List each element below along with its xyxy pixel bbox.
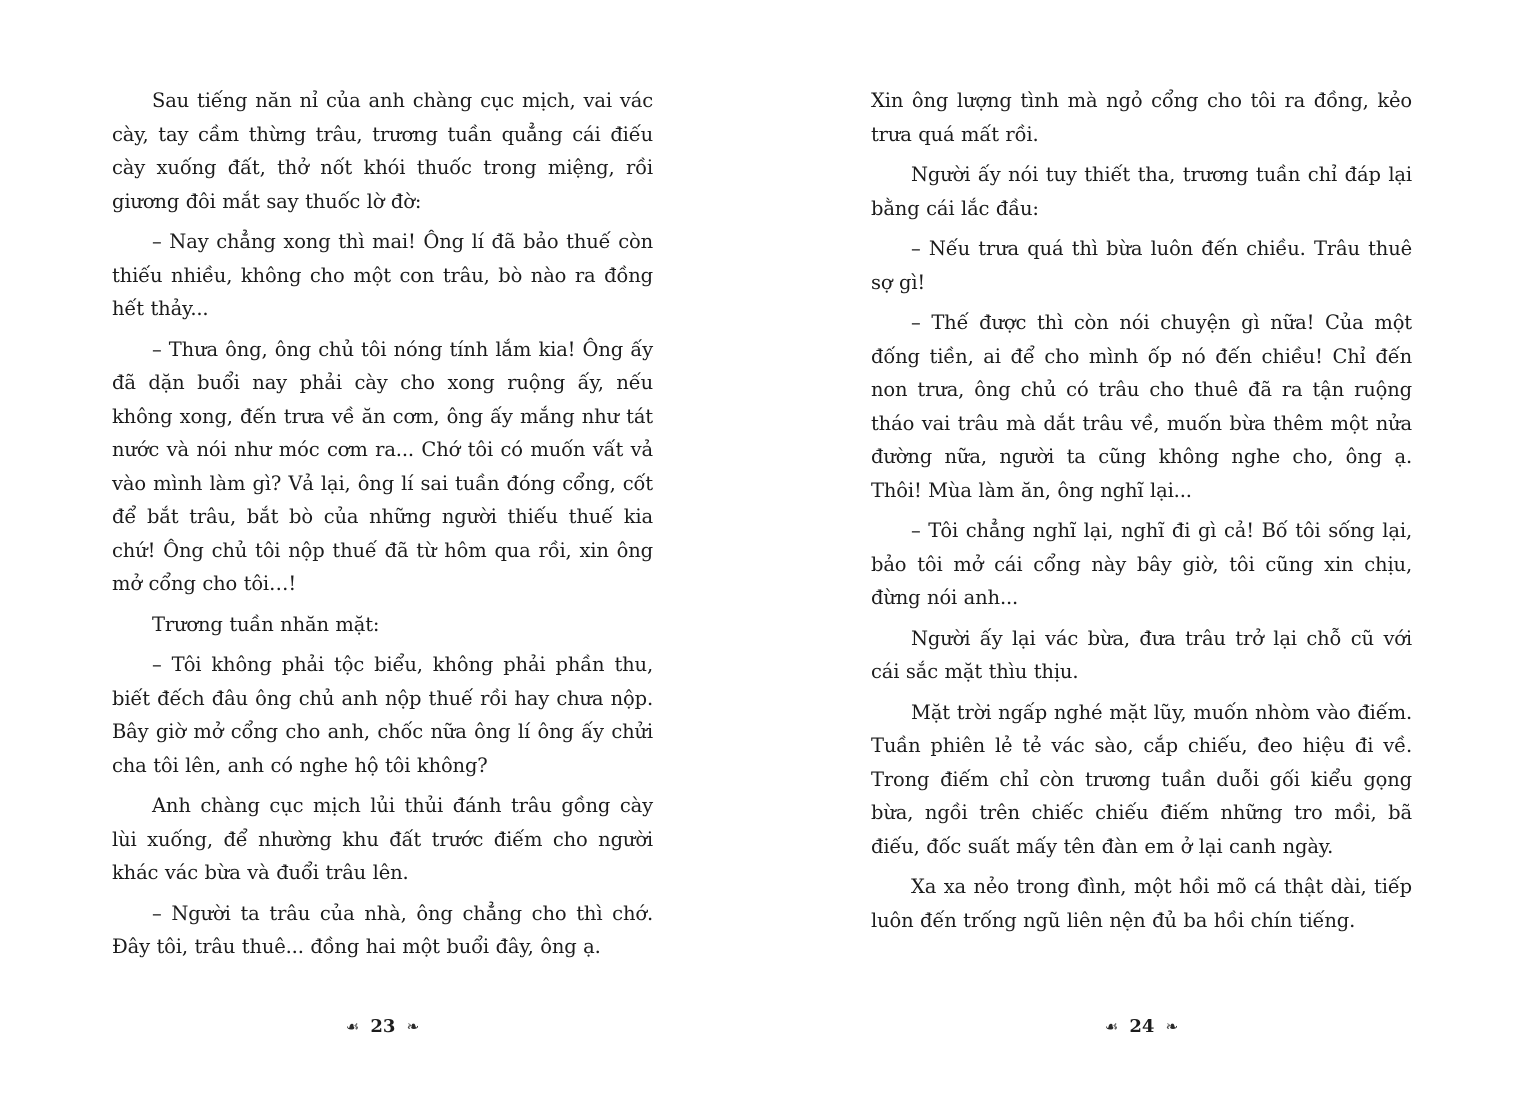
page-footer-right — [871, 1016, 1412, 1037]
paragraph: – Nếu trưa quá thì bừa luôn đến chiều. Trâu thuê sợ gì! — [871, 237, 1412, 294]
page-right — [871, 84, 1412, 944]
paragraph: Xa xa nẻo trong đình, một hồi mõ cá thật dài, tiếp luôn đến trống ngũ liên nện đủ ba hồi chín tiếng. — [871, 875, 1412, 932]
fleuron-left-icon: ☙ — [1104, 1017, 1119, 1036]
paragraph: Sau tiếng năn nỉ của anh chàng cục mịch, vai vác cày, tay cầm thừng trâu, trương tuần quẳng cái điếu cày xuống đất, thở nốt khói thuốc trong miệng, rồi giương đôi mắt say thuốc lờ đờ: — [112, 89, 653, 213]
page-footer-left — [112, 1016, 653, 1037]
paragraph: – Tôi không phải tộc biểu, không phải phần thu, biết đếch đâu ông chủ anh nộp thuế rồi hay chưa nộp. Bây giờ mở cổng cho anh, chốc nữa ông lí ông ấy chửi cha tôi lên, anh có nghe hộ tôi không? — [112, 653, 653, 777]
paragraph: Xin ông lượng tình mà ngỏ cổng cho tôi ra đồng, kẻo trưa quá mất rồi. — [871, 89, 1412, 146]
fleuron-left-icon: ☙ — [345, 1017, 360, 1036]
paragraph: – Thế được thì còn nói chuyện gì nữa! Của một đống tiền, ai để cho mình ốp nó đến chiều! Chỉ đến non trưa, ông chủ có trâu cho thuê đã ra tận ruộng tháo vai trâu mà dắt trâu về, muốn bừa thêm một nửa đường nữa, người ta cũng không nghe cho, ông ạ. Thôi! Mùa làm ăn, ông nghĩ lại... — [871, 311, 1412, 502]
paragraph: – Tôi chẳng nghĩ lại, nghĩ đi gì cả! Bố tôi sống lại, bảo tôi mở cái cổng này bây giờ, tôi cũng xin chịu, đừng nói anh... — [871, 519, 1412, 609]
page-number-right: 24 — [1129, 1016, 1155, 1037]
fleuron-right-icon: ❧ — [1165, 1017, 1179, 1036]
page-number-left: 23 — [370, 1016, 396, 1037]
paragraph: – Thưa ông, ông chủ tôi nóng tính lắm kia! Ông ấy đã dặn buổi nay phải cày cho xong ruộng ấy, nếu không xong, đến trưa về ăn cơm, ông ấy mắng như tát nước và nói như móc cơm ra... Chớ tôi có muốn vất vả vào mình làm gì? Vả lại, ông lí sai tuần đóng cổng, cốt để bắt trâu, bắt bò của những người thiếu thuế kia chứ! Ông chủ tôi nộp thuế đã từ hôm qua rồi, xin ông mở cổng cho tôi…! — [112, 337, 653, 595]
paragraph: – Nay chẳng xong thì mai! Ông lí đã bảo thuế còn thiếu nhiều, không cho một con trâu, bò nào ra đồng hết thảy... — [112, 230, 653, 320]
paragraph: Anh chàng cục mịch lủi thủi đánh trâu gồng cày lùi xuống, để nhường khu đất trước điếm cho người khác vác bừa và đuổi trâu lên. — [112, 794, 653, 884]
paragraph: Mặt trời ngấp nghé mặt lũy, muốn nhòm vào điếm. Tuần phiên lẻ tẻ vác sào, cắp chiếu, đeo hiệu đi về. Trong điếm chỉ còn trương tuần duỗi gối kiểu gọng bừa, ngồi trên chiếc chiếu điếm những tro mồi, bã điếu, đốc suất mấy tên đàn em ở lại canh ngày. — [871, 700, 1412, 858]
paragraph: – Người ta trâu của nhà, ông chẳng cho thì chớ. Đây tôi, trâu thuê... đồng hai một buổi đây, ông ạ. — [112, 901, 653, 958]
paragraph: Người ấy lại vác bừa, đưa trâu trở lại chỗ cũ với cái sắc mặt thìu thịu. — [871, 626, 1412, 683]
paragraph: Trương tuần nhăn mặt: — [152, 612, 380, 636]
fleuron-right-icon: ❧ — [406, 1017, 420, 1036]
page-left — [112, 84, 653, 971]
paragraph: Người ấy nói tuy thiết tha, trương tuần chỉ đáp lại bằng cái lắc đầu: — [871, 163, 1412, 220]
